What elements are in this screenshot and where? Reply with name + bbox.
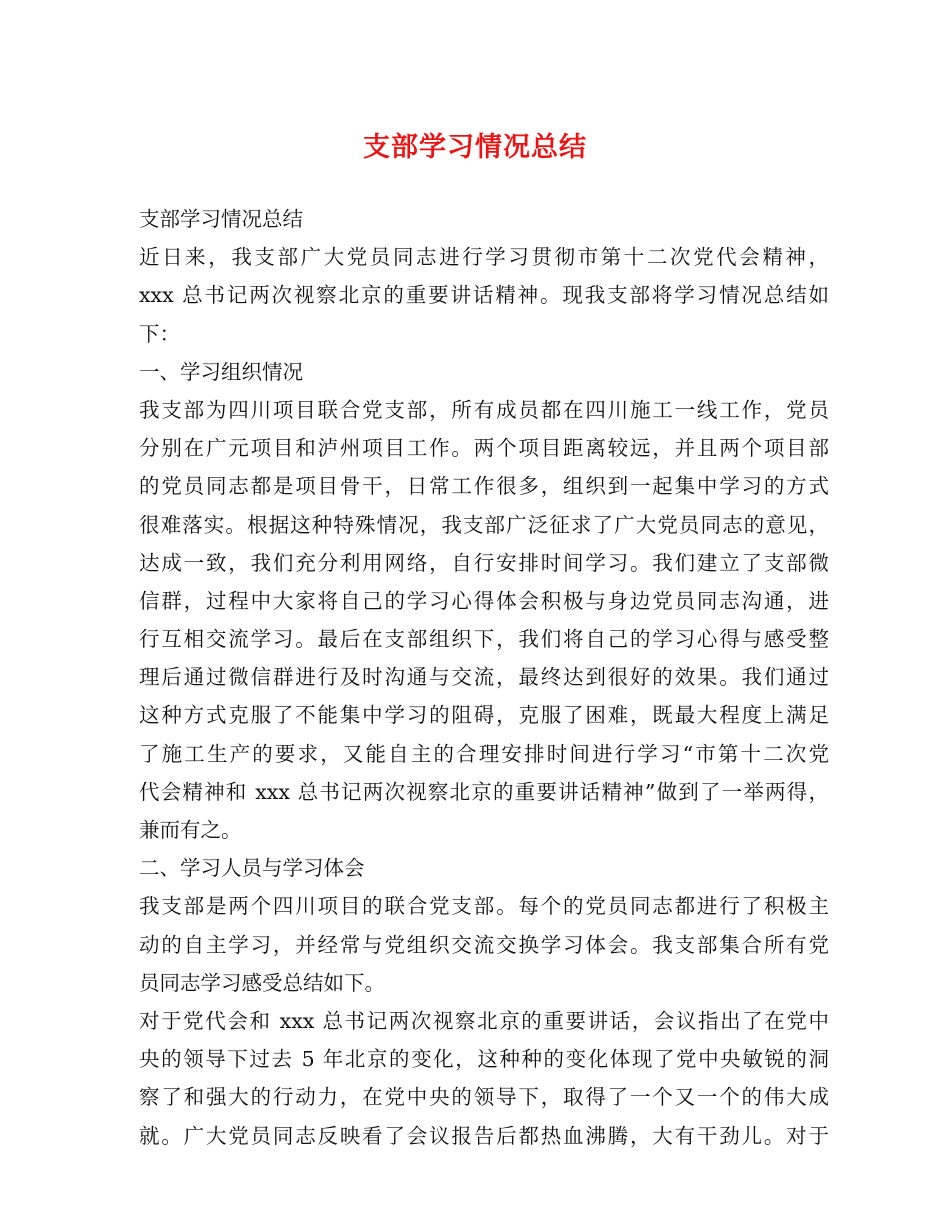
text-line: 央的领导下过去 5 年北京的变化，这种种的变化体现了党中央敏锐的洞 [139, 1047, 829, 1072]
text-line: 近日来，我支部广大党员同志进行学习贯彻市第十二次党代会精神， [139, 245, 829, 270]
text-line: 很难落实。根据这种特殊情况，我支部广泛征求了广大党员同志的意见， [139, 512, 829, 537]
text-line: 支部学习情况总结 [139, 207, 303, 231]
text-line: 的党员同志都是项目骨干，日常工作很多，组织到一起集中学习的方式 [139, 474, 829, 499]
text-line: 我支部是两个四川项目的联合党支部。每个的党员同志都进行了积极主 [139, 894, 829, 919]
text-line: 下： [139, 321, 180, 346]
text-line: xxx 总书记两次视察北京的重要讲话精神。现我支部将学习情况总结如 [139, 283, 829, 308]
page-title: 支部学习情况总结 [363, 132, 587, 163]
text-line: 就。广大党员同志反映看了会议报告后都热血沸腾，大有干劲儿。对于 [139, 1123, 829, 1148]
text-line: 理后通过微信群进行及时沟通与交流，最终达到很好的效果。我们通过 [139, 665, 829, 690]
text-line: 了施工生产的要求，又能自主的合理安排时间进行学习“市第十二次党 [139, 741, 829, 766]
text-line: 达成一致，我们充分利用网络，自行安排时间学习。我们建立了支部微 [139, 550, 829, 575]
text-line: 员同志学习感受总结如下。 [139, 970, 385, 995]
text-line: 行互相交流学习。最后在支部组织下，我们将自己的学习心得与感受整 [139, 627, 829, 652]
text-line: 动的自主学习，并经常与党组织交流交换学习体会。我支部集合所有党 [139, 932, 829, 957]
text-line: 对于党代会和 xxx 总书记两次视察北京的重要讲话，会议指出了在党中 [139, 1008, 829, 1033]
text-line: 代会精神和 xxx 总书记两次视察北京的重要讲话精神”做到了一举两得， [139, 779, 829, 804]
text-line: 二、学习人员与学习体会 [139, 856, 365, 881]
text-line: 兼而有之。 [139, 818, 242, 842]
text-line: 察了和强大的行动力，在党中央的领导下，取得了一个又一个的伟大成 [139, 1085, 829, 1110]
text-line: 这种方式克服了不能集中学习的阻碍，克服了困难，既最大程度上满足 [139, 703, 829, 728]
document-body [139, 200, 829, 1155]
text-line: 信群，过程中大家将自己的学习心得体会积极与身边党员同志沟通，进 [139, 588, 829, 613]
text-line: 一、学习组织情况 [139, 359, 303, 384]
text-line: 分别在广元项目和泸州项目工作。两个项目距离较远，并且两个项目部 [139, 436, 829, 461]
text-line: 我支部为四川项目联合党支部，所有成员都在四川施工一线工作，党员 [139, 397, 829, 422]
